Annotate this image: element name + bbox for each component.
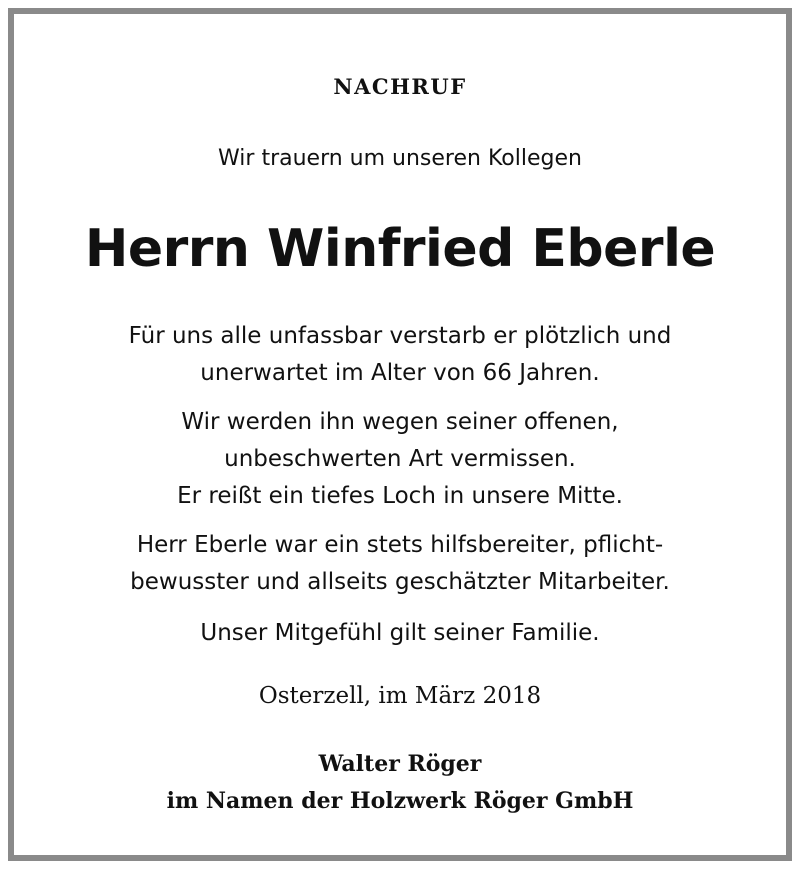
paragraph-line: bewusster und allseits geschätzter Mitarbeiter. — [130, 569, 670, 595]
obituary-heading: NACHRUF — [333, 74, 467, 99]
paragraph-line: unbeschwerten Art vermissen. — [224, 446, 576, 472]
paragraph-condolence — [14, 615, 786, 652]
deceased-name: Herrn Winfried Eberle — [84, 219, 716, 279]
signature-block — [14, 746, 786, 820]
paragraph-line: Herr Eberle war ein stets hilfsbereiter, pflicht- — [136, 532, 664, 558]
paragraph-line: unerwartet im Alter von 66 Jahren. — [200, 360, 600, 386]
paragraph-missed — [14, 404, 786, 515]
paragraph-line: Er reißt ein tiefes Loch in unsere Mitte. — [177, 483, 623, 509]
place-date: Osterzell, im März 2018 — [258, 683, 542, 709]
paragraph-passing — [14, 318, 786, 392]
paragraph-line: Für uns alle unfassbar verstarb er plötzlich und — [128, 323, 672, 349]
signature-name: Walter Röger — [318, 751, 482, 777]
obituary-frame — [8, 8, 792, 861]
signature-company: im Namen der Holzwerk Röger GmbH — [166, 788, 634, 814]
intro-line: Wir trauern um unseren Kollegen — [218, 146, 582, 171]
paragraph-line: Unser Mitgefühl gilt seiner Familie. — [200, 620, 600, 646]
paragraph-colleague — [14, 527, 786, 601]
paragraph-line: Wir werden ihn wegen seiner offenen, — [181, 409, 619, 435]
